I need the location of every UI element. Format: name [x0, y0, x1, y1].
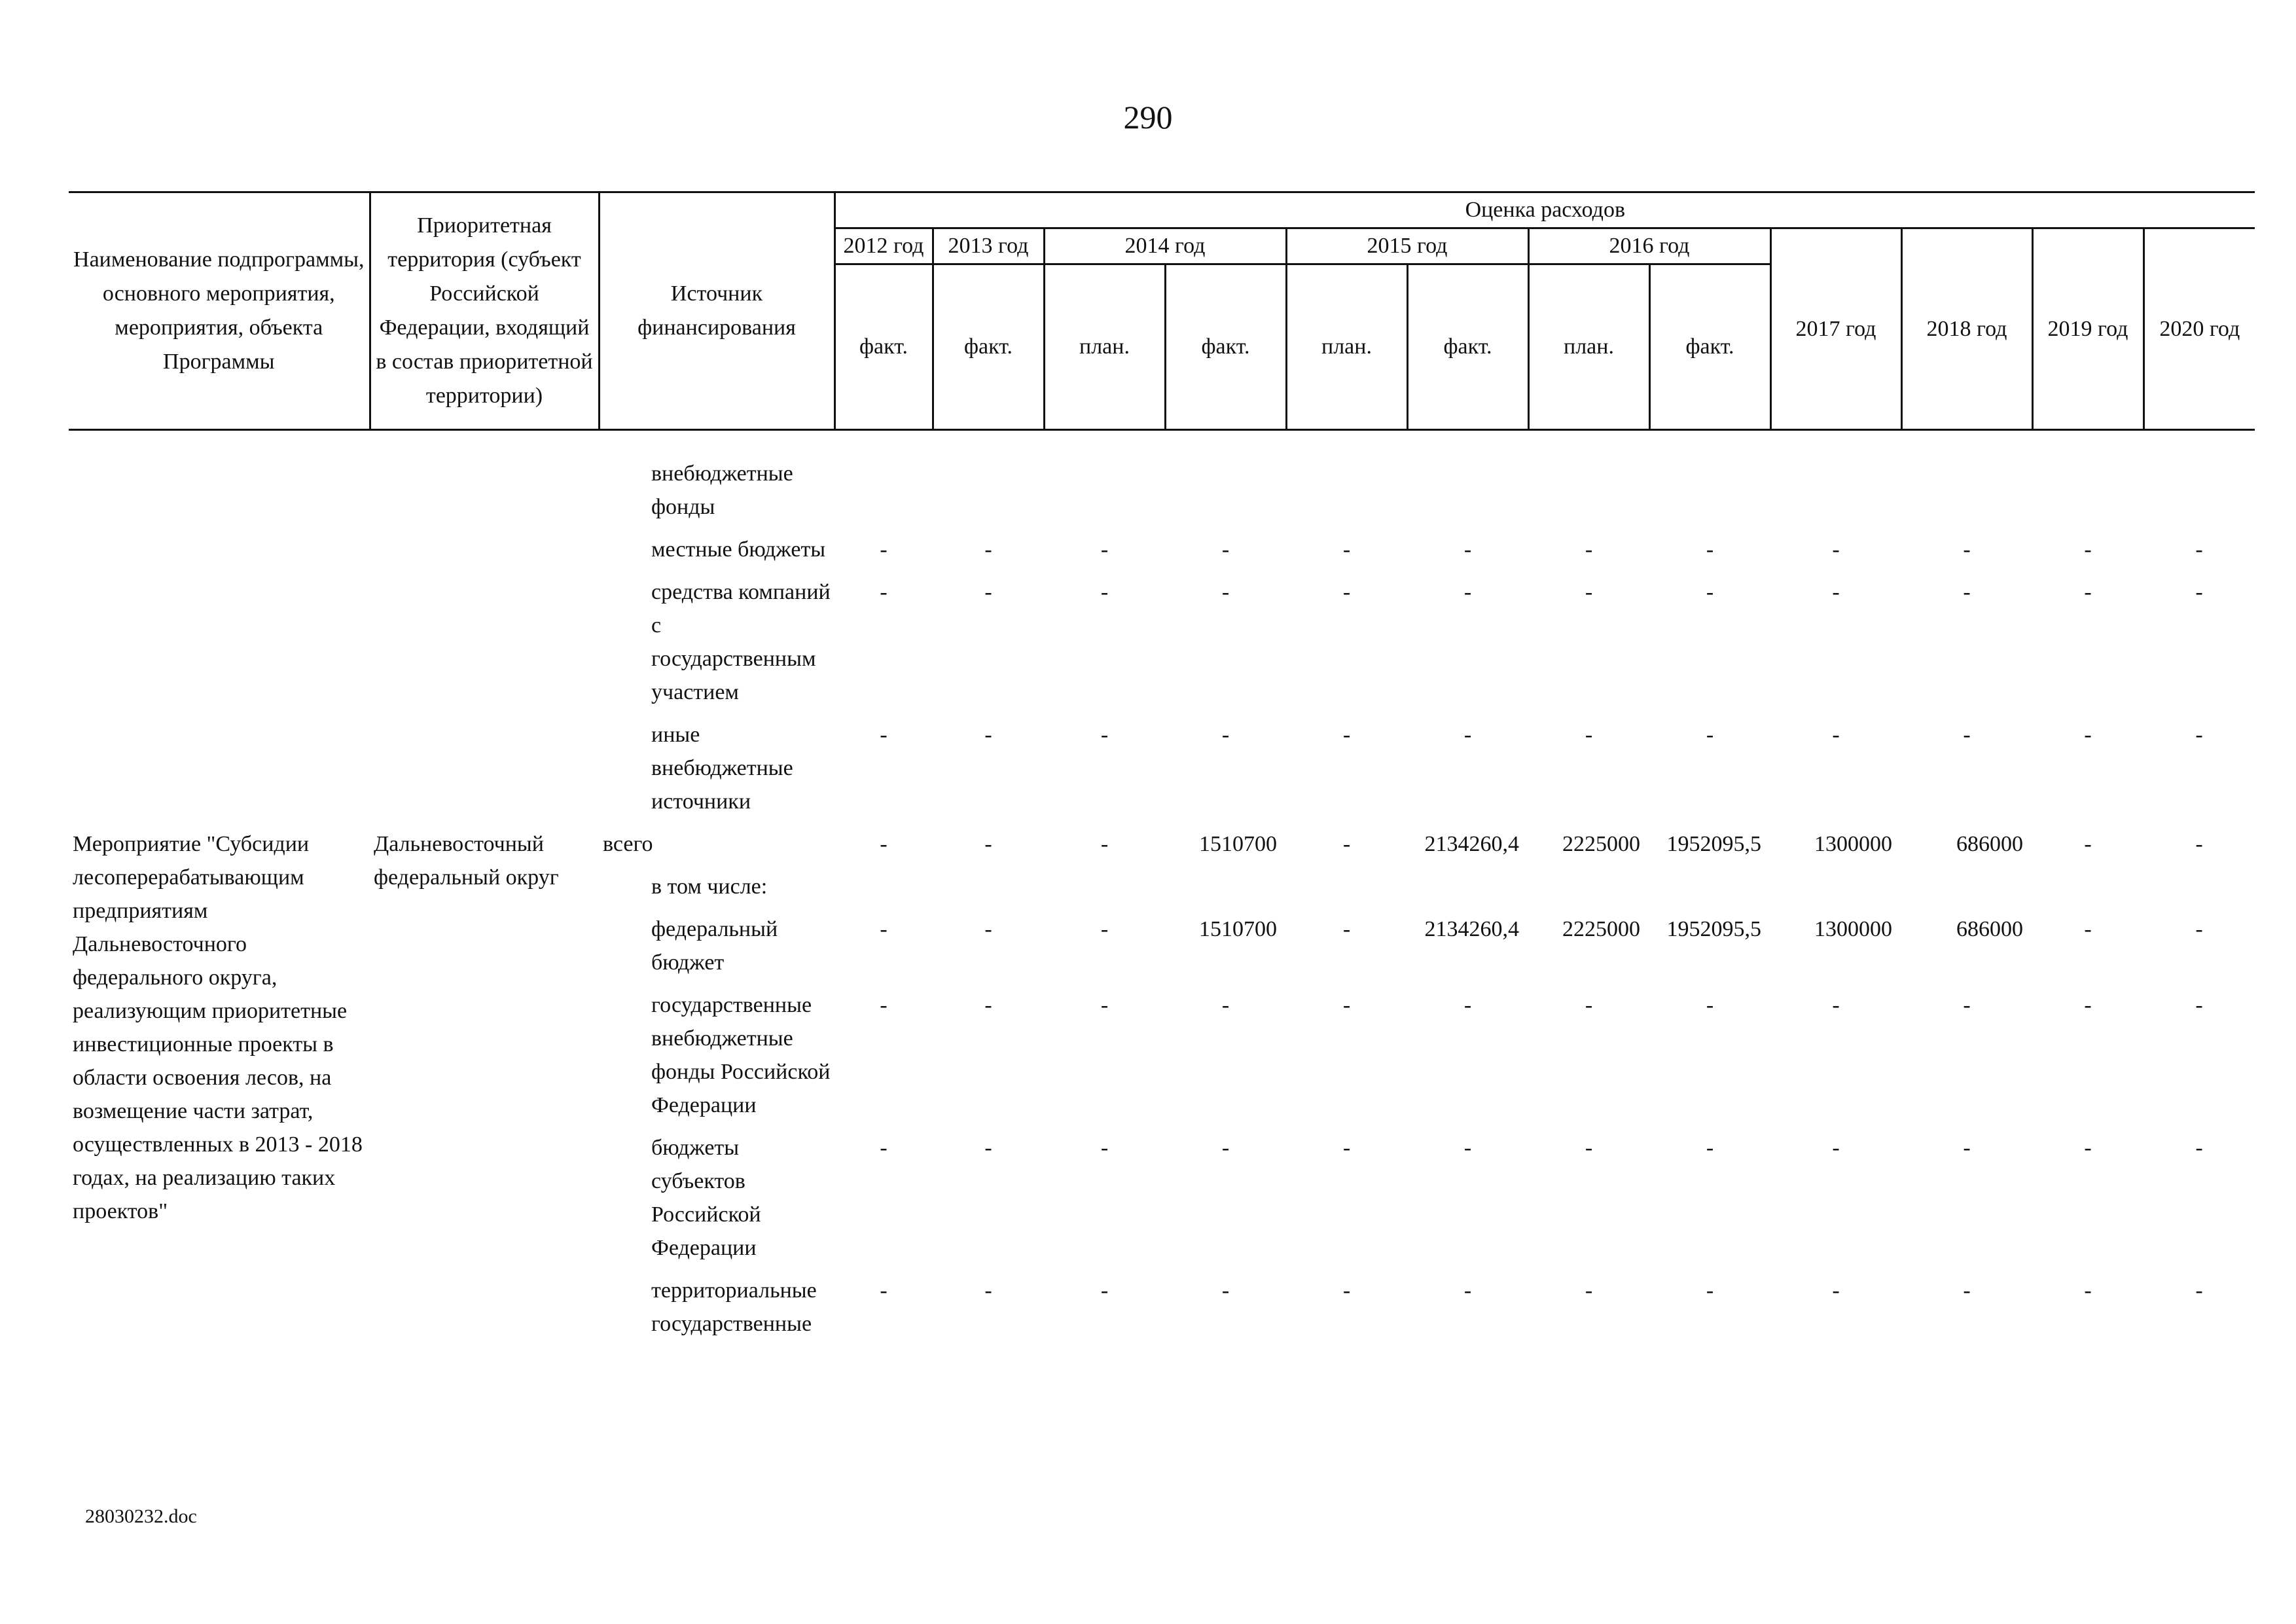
- value-cell: -: [1100, 537, 1109, 562]
- table-header: [69, 192, 2255, 430]
- source-cell: федеральный бюджет: [651, 917, 778, 975]
- value-cell: [2144, 870, 2255, 912]
- value-cell: -: [1832, 723, 1840, 747]
- value-cell: [1770, 870, 1901, 912]
- value-cell: 1510700: [1199, 917, 1277, 941]
- header-2014-fact: факт.: [1165, 264, 1286, 430]
- page-number: 290: [1123, 99, 1173, 135]
- value-cell: [1528, 457, 1649, 533]
- value-cell: [1286, 457, 1407, 533]
- value-cell: 1952095,5: [1666, 917, 1761, 941]
- value-cell: [2032, 870, 2144, 912]
- table-row: [69, 533, 2255, 575]
- value-cell: -: [880, 917, 888, 941]
- value-cell: [1286, 870, 1407, 912]
- value-cell: -: [1832, 1278, 1840, 1303]
- value-cell: -: [1963, 537, 1971, 562]
- value-cell: -: [1100, 917, 1109, 941]
- value-cell: 1952095,5: [1666, 832, 1761, 856]
- event-territory: Дальневосточный федеральный округ: [374, 832, 559, 890]
- value-cell: -: [984, 832, 992, 856]
- value-cell: [2032, 457, 2144, 533]
- value-cell: 1510700: [1199, 832, 1277, 856]
- header-name: Наименование подпрограммы, основного мероприятия, мероприятия, объекта Программы: [69, 192, 370, 430]
- value-cell: -: [880, 580, 888, 604]
- value-cell: -: [1585, 580, 1593, 604]
- value-cell: -: [984, 993, 992, 1017]
- value-cell: -: [1100, 580, 1109, 604]
- header-2020: 2020 год: [2144, 228, 2255, 430]
- expenditure-table: [69, 191, 2255, 1350]
- value-cell: -: [2084, 1136, 2092, 1160]
- value-cell: -: [1963, 1278, 1971, 1303]
- footer-filename: 28030232.doc: [85, 1506, 197, 1527]
- header-territory: Приоритетная территория (субъект Российской Федерации, входящий в состав приоритетной территории): [370, 192, 599, 430]
- value-cell: -: [880, 723, 888, 747]
- value-cell: -: [1100, 723, 1109, 747]
- empty-cell: [370, 457, 599, 533]
- value-cell: -: [1342, 917, 1351, 941]
- value-cell: -: [1706, 537, 1714, 562]
- value-cell: -: [1100, 832, 1109, 856]
- value-cell: -: [880, 993, 888, 1017]
- value-cell: 1300000: [1814, 832, 1892, 856]
- value-cell: -: [1221, 580, 1230, 604]
- value-cell: -: [1221, 1136, 1230, 1160]
- value-cell: -: [1463, 1136, 1472, 1160]
- value-cell: -: [1832, 1136, 1840, 1160]
- value-cell: -: [2195, 1278, 2203, 1303]
- spacer-row: [69, 430, 2255, 458]
- value-cell: -: [984, 917, 992, 941]
- source-cell: бюджеты субъектов Российской Федерации: [651, 1136, 761, 1260]
- value-cell: -: [1585, 723, 1593, 747]
- header-costs: Оценка расходов: [834, 192, 2255, 228]
- value-cell: -: [1221, 723, 1230, 747]
- value-cell: -: [1342, 1278, 1351, 1303]
- value-cell: [933, 457, 1044, 533]
- table-row: [69, 575, 2255, 718]
- value-cell: -: [1463, 580, 1472, 604]
- header-2013: 2013 год: [933, 228, 1044, 264]
- value-cell: 2225000: [1562, 832, 1640, 856]
- header-2017: 2017 год: [1770, 228, 1901, 430]
- header-2019: 2019 год: [2032, 228, 2144, 430]
- value-cell: -: [1463, 993, 1472, 1017]
- source-cell: средства компаний с государственным участием: [651, 580, 831, 704]
- value-cell: [1044, 457, 1165, 533]
- value-cell: -: [2195, 993, 2203, 1017]
- empty-cell: [69, 575, 370, 718]
- value-cell: -: [1585, 1278, 1593, 1303]
- table-row: [69, 718, 2255, 827]
- value-cell: -: [984, 1278, 992, 1303]
- value-cell: -: [880, 1278, 888, 1303]
- value-cell: 2134260,4: [1424, 917, 1519, 941]
- table-row: [69, 827, 2255, 870]
- value-cell: [933, 870, 1044, 912]
- value-cell: [1901, 870, 2032, 912]
- value-cell: -: [2195, 917, 2203, 941]
- source-cell: государственные внебюджетные фонды Российской Федерации: [651, 993, 831, 1117]
- empty-cell: [370, 575, 599, 718]
- value-cell: -: [984, 1136, 992, 1160]
- value-cell: [1044, 870, 1165, 912]
- value-cell: -: [2084, 993, 2092, 1017]
- value-cell: -: [1342, 993, 1351, 1017]
- value-cell: [834, 457, 933, 533]
- value-cell: [1649, 870, 1770, 912]
- value-cell: -: [1585, 537, 1593, 562]
- value-cell: -: [1706, 580, 1714, 604]
- table-body: [69, 430, 2255, 1350]
- value-cell: -: [1221, 537, 1230, 562]
- empty-cell: [370, 718, 599, 827]
- value-cell: -: [2084, 917, 2092, 941]
- value-cell: -: [1342, 537, 1351, 562]
- value-cell: -: [1100, 1278, 1109, 1303]
- source-cell: территориальные государственные: [651, 1278, 817, 1336]
- table-row: [69, 457, 2255, 533]
- value-cell: -: [1463, 537, 1472, 562]
- value-cell: -: [1221, 1278, 1230, 1303]
- value-cell: [1528, 870, 1649, 912]
- value-cell: -: [2084, 1278, 2092, 1303]
- value-cell: [834, 870, 933, 912]
- value-cell: -: [880, 832, 888, 856]
- value-cell: 686000: [1956, 917, 2023, 941]
- value-cell: -: [1963, 723, 1971, 747]
- header-2018: 2018 год: [1901, 228, 2032, 430]
- header-2015-plan: план.: [1286, 264, 1407, 430]
- empty-cell: [370, 533, 599, 575]
- value-cell: -: [1221, 993, 1230, 1017]
- header-2016-plan: план.: [1528, 264, 1649, 430]
- source-cell: местные бюджеты: [651, 537, 826, 562]
- header-2013-fact: факт.: [933, 264, 1044, 430]
- value-cell: [1901, 457, 2032, 533]
- value-cell: [1649, 457, 1770, 533]
- header-2016: 2016 год: [1528, 228, 1770, 264]
- value-cell: 1300000: [1814, 917, 1892, 941]
- value-cell: -: [1463, 1278, 1472, 1303]
- value-cell: -: [2195, 1136, 2203, 1160]
- value-cell: -: [1963, 580, 1971, 604]
- value-cell: [1770, 457, 1901, 533]
- source-cell: в том числе:: [651, 875, 768, 899]
- value-cell: -: [1963, 993, 1971, 1017]
- empty-cell: [69, 533, 370, 575]
- empty-cell: [69, 718, 370, 827]
- header-2012: 2012 год: [834, 228, 933, 264]
- value-cell: -: [1342, 580, 1351, 604]
- value-cell: -: [1585, 993, 1593, 1017]
- value-cell: -: [2195, 723, 2203, 747]
- value-cell: -: [1463, 723, 1472, 747]
- value-cell: -: [984, 723, 992, 747]
- value-cell: -: [984, 537, 992, 562]
- source-cell: иные внебюджетные источники: [651, 723, 793, 814]
- value-cell: -: [880, 537, 888, 562]
- header-2016-fact: факт.: [1649, 264, 1770, 430]
- header-2015: 2015 год: [1286, 228, 1528, 264]
- header-2014: 2014 год: [1044, 228, 1286, 264]
- value-cell: -: [1100, 993, 1109, 1017]
- value-cell: 2134260,4: [1424, 832, 1519, 856]
- value-cell: -: [1832, 993, 1840, 1017]
- value-cell: -: [2195, 580, 2203, 604]
- header-2015-fact: факт.: [1407, 264, 1528, 430]
- header-2014-plan: план.: [1044, 264, 1165, 430]
- value-cell: [1407, 457, 1528, 533]
- value-cell: -: [1706, 993, 1714, 1017]
- value-cell: -: [1832, 580, 1840, 604]
- value-cell: -: [1342, 723, 1351, 747]
- value-cell: -: [2195, 832, 2203, 856]
- value-cell: -: [2084, 580, 2092, 604]
- value-cell: -: [2084, 832, 2092, 856]
- value-cell: -: [1706, 723, 1714, 747]
- value-cell: -: [2195, 537, 2203, 562]
- value-cell: -: [2084, 537, 2092, 562]
- empty-cell: [69, 457, 370, 533]
- event-name: Мероприятие "Субсидии лесоперерабатывающим предприятиям Дальневосточного федерального округа, реализующим приоритетные инвестиционные проекты в области освоения лесов, на возмещение части затрат, осуществленных в 2013 - 2018 годах, на реализацию таких проектов": [73, 832, 363, 1223]
- value-cell: -: [984, 580, 992, 604]
- value-cell: -: [1963, 1136, 1971, 1160]
- value-cell: -: [2084, 723, 2092, 747]
- value-cell: -: [1342, 1136, 1351, 1160]
- value-cell: [2144, 457, 2255, 533]
- value-cell: -: [1706, 1278, 1714, 1303]
- source-cell: внебюджетные фонды: [651, 461, 793, 519]
- value-cell: -: [1832, 537, 1840, 562]
- value-cell: -: [1100, 1136, 1109, 1160]
- header-2012-fact: факт.: [834, 264, 933, 430]
- value-cell: -: [880, 1136, 888, 1160]
- value-cell: [1165, 870, 1286, 912]
- value-cell: -: [1342, 832, 1351, 856]
- value-cell: 686000: [1956, 832, 2023, 856]
- value-cell: -: [1585, 1136, 1593, 1160]
- value-cell: [1165, 457, 1286, 533]
- value-cell: -: [1706, 1136, 1714, 1160]
- source-cell: всего: [603, 832, 653, 856]
- value-cell: [1407, 870, 1528, 912]
- header-source: Источник финансирования: [599, 192, 834, 430]
- value-cell: 2225000: [1562, 917, 1640, 941]
